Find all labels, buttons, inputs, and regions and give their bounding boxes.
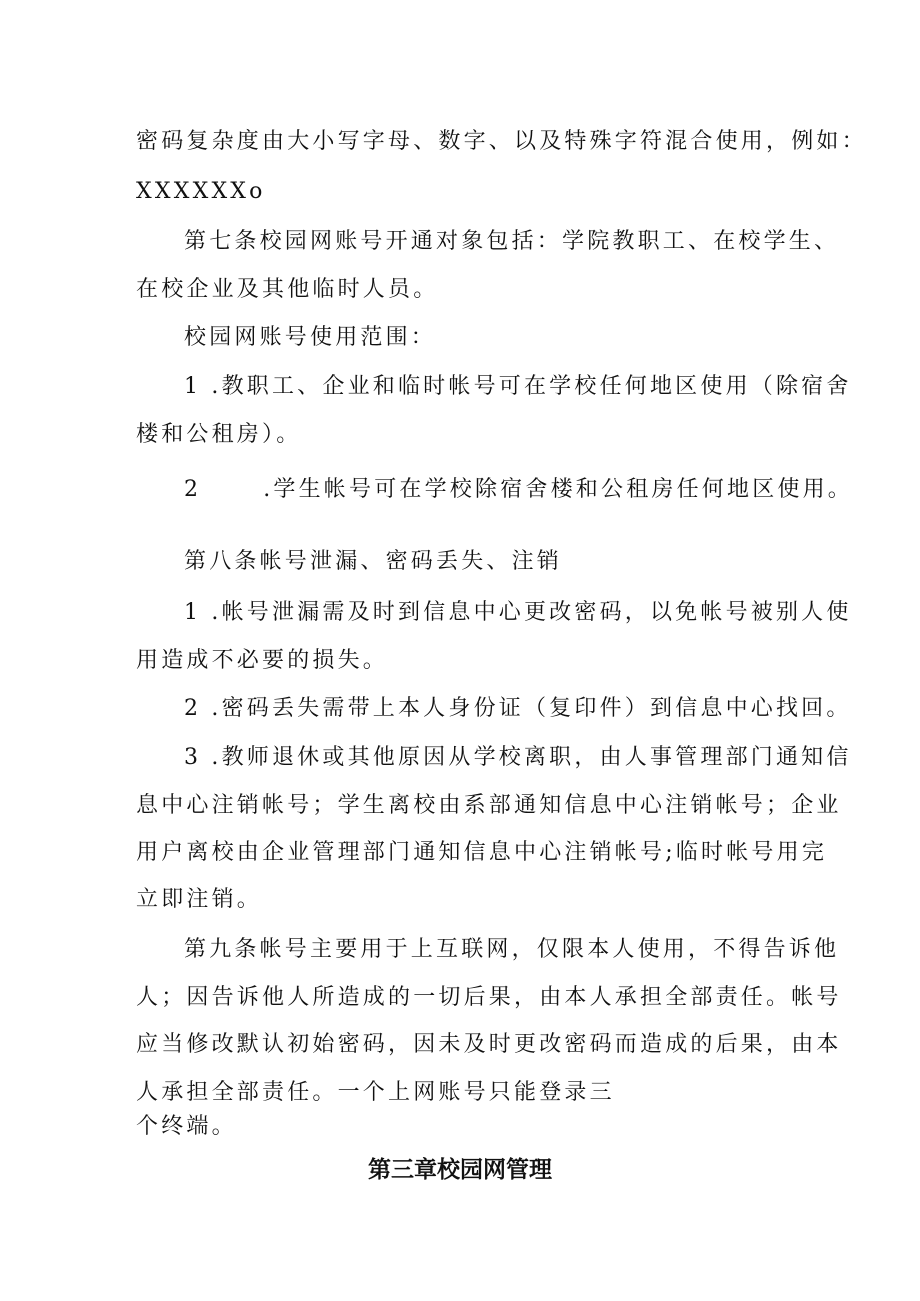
text-line: 楼和公租房）。 [136, 422, 302, 447]
article-8-line: 第八条帐号泄漏、密码丢失、注销 [184, 549, 563, 574]
text-line: 应当修改默认初始密码，因未及时更改密码而造成的后果，由本 [136, 1032, 842, 1057]
list-item-line [184, 475, 853, 505]
chapter-heading: 第三章校园网管理 [368, 1157, 552, 1183]
text-line: 个终端。 [136, 1114, 237, 1139]
list-item-line: 3 .教师退休或其他原因从学校离职，由人事管理部门通知信 [184, 745, 852, 770]
list-item-line: 1 .帐号泄漏需及时到信息中心更改密码，以免帐号被别人使 [184, 600, 852, 625]
text-line: 密码复杂度由大小写字母、数字、以及特殊字符混合使用，例如： [136, 129, 867, 154]
article-7-line: 第七条校园网账号开通对象包括：学院教职工、在校学生、 [184, 229, 840, 254]
article-9-line: 第九条帐号主要用于上互联网，仅限本人使用，不得告诉他 [184, 937, 840, 962]
text-line: 人；因告诉他人所造成的一切后果，由本人承担全部责任。帐号 [136, 985, 842, 1010]
list-number: 2 [184, 477, 202, 502]
list-item-line: 2 .密码丢失需带上本人身份证（复印件）到信息中心找回。 [184, 696, 852, 721]
text-line: 息中心注销帐号；学生离校由系部通知信息中心注销帐号；企业 [136, 793, 842, 818]
list-item-text: .学生帐号可在学校除宿舍楼和公租房任何地区使用。 [263, 477, 853, 502]
text-line: 立即注销。 [136, 887, 263, 912]
list-item-line: 1 .教职工、企业和临时帐号可在学校任何地区使用（除宿舍 [184, 374, 852, 399]
text-line: 用造成不必要的损失。 [136, 648, 389, 673]
text-line: XXXXXXo [136, 179, 266, 204]
text-line: 人承担全部责任。一个上网账号只能登录三 [136, 1080, 615, 1105]
text-line: 校园网账号使用范围： [184, 325, 437, 350]
text-line: 在校企业及其他临时人员。 [136, 277, 439, 302]
text-line: 用户离校由企业管理部门通知信息中心注销帐号;临时帐号用完 [136, 840, 828, 865]
